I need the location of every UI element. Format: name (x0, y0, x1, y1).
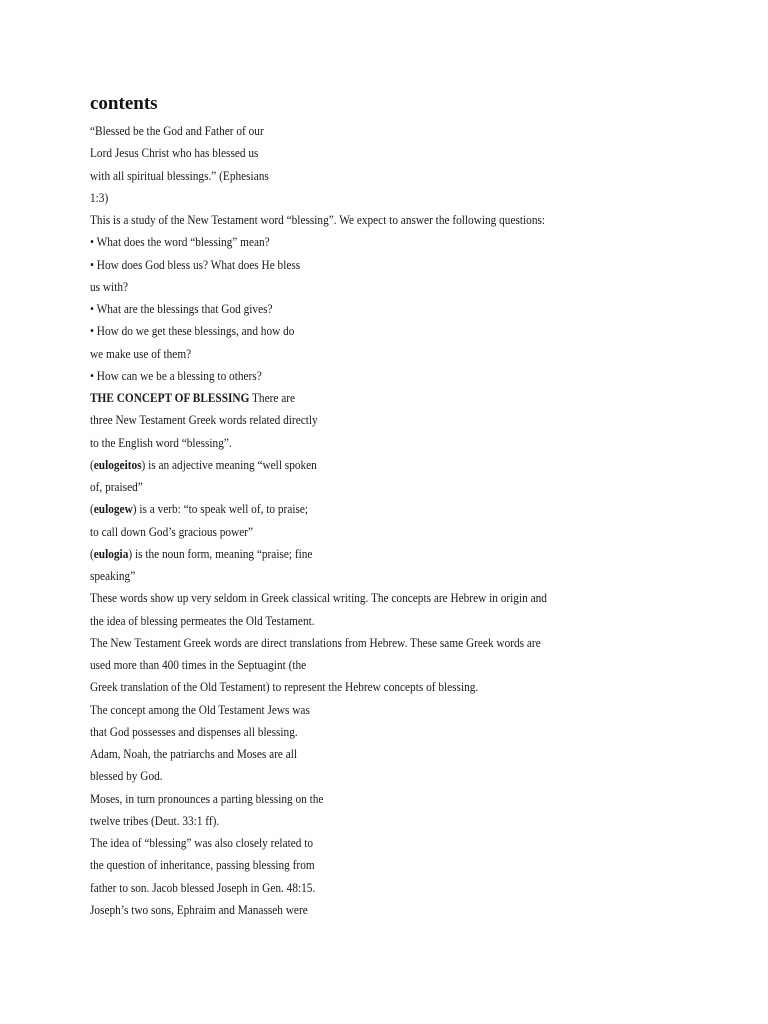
text-content: The New Testament Greek words are direct translations from Hebrew. These same Greek words are (90, 635, 541, 650)
text-line (90, 721, 642, 743)
text-line (90, 476, 642, 498)
bold-term: THE CONCEPT OF BLESSING (90, 391, 250, 405)
text-line (90, 320, 642, 342)
text-line (90, 231, 642, 253)
text-line (90, 610, 642, 632)
text-content: Lord Jesus Christ who has blessed us (90, 146, 259, 161)
text-content: • What does the word “blessing” mean? (90, 235, 270, 250)
text-paren: ( (90, 457, 94, 472)
text-content: • How can we be a blessing to others? (90, 368, 262, 383)
text-line (90, 142, 642, 164)
text-content: • How do we get these blessings, and how do (90, 324, 295, 339)
text-content: Adam, Noah, the patriarchs and Moses are all (90, 747, 298, 761)
text-content: Moses, in turn pronounces a parting blessing on the (90, 791, 324, 806)
text-content: The concept among the Old Testament Jews was (90, 702, 310, 717)
text-line (90, 877, 642, 899)
text-line (90, 187, 642, 209)
text-line (90, 409, 642, 431)
text-line (90, 699, 642, 721)
text-line (90, 565, 642, 587)
text-content: ) is a verb: “to speak well of, to praise; (132, 502, 309, 517)
text-content: twelve tribes (Deut. 33:1 ff). (90, 813, 220, 828)
text-paren: ( (90, 546, 94, 561)
text-line (90, 298, 642, 320)
text-line (90, 343, 642, 365)
page-title: contents (90, 93, 158, 114)
text-line (90, 632, 642, 654)
text-content: Joseph’s two sons, Ephraim and Manasseh were (90, 902, 308, 917)
text-content: the question of inheritance, passing blessing from (90, 858, 315, 873)
text-line (90, 120, 642, 142)
text-line (90, 654, 642, 676)
text-content: used more than 400 times in the Septuagint (the (90, 658, 307, 672)
text-line (90, 788, 642, 810)
text-line (90, 209, 642, 231)
text-line (90, 765, 642, 787)
text-content: These words show up very seldom in Greek classical writing. The concepts are Hebrew in origin and (90, 591, 547, 606)
text-line (90, 387, 642, 409)
text-content: three New Testament Greek words related directly (90, 413, 318, 428)
text-content: ) is the noun form, meaning “praise; fine (128, 546, 313, 561)
text-line (90, 521, 642, 543)
text-content: the idea of blessing permeates the Old Testament. (90, 613, 315, 628)
text-line (90, 165, 642, 187)
text-line (90, 854, 642, 876)
text-content: that God possesses and dispenses all blessing. (90, 724, 298, 739)
text-line (90, 498, 642, 520)
text-line (90, 676, 642, 698)
text-line (90, 454, 642, 476)
text-content: blessed by God. (90, 769, 163, 784)
text-line (90, 276, 642, 298)
bold-term: eulogew (93, 502, 133, 517)
text-content: to call down God’s gracious power” (90, 524, 254, 539)
document-body (90, 120, 642, 921)
text-content: “Blessed be the God and Father of our (90, 124, 264, 138)
text-line (90, 587, 642, 609)
text-paren: ( (90, 502, 94, 517)
text-content: of, praised” (90, 480, 143, 494)
text-content: The idea of “blessing” was also closely related to (90, 836, 314, 850)
text-content: speaking” (90, 569, 136, 583)
text-line (90, 365, 642, 387)
text-content: us with? (90, 279, 129, 294)
text-content: with all spiritual blessings.” (Ephesians (90, 168, 269, 183)
text-content: ) is an adjective meaning “well spoken (141, 457, 317, 472)
text-line (90, 899, 642, 921)
text-content: 1:3) (90, 190, 109, 205)
text-line (90, 832, 642, 854)
text-content: There are (249, 391, 296, 405)
text-content: This is a study of the New Testament word “blessing”. We expect to answer the following questions: (90, 213, 546, 227)
text-content: father to son. Jacob blessed Joseph in Gen. 48:15. (90, 880, 316, 895)
text-line (90, 543, 642, 565)
text-line (90, 254, 642, 276)
text-line (90, 810, 642, 832)
text-line (90, 432, 642, 454)
text-content: • What are the blessings that God gives? (90, 302, 273, 316)
text-content: to the English word “blessing”. (90, 435, 232, 450)
bold-term: eulogia (93, 546, 129, 561)
text-content: we make use of them? (90, 346, 192, 361)
text-line (90, 743, 642, 765)
text-content: • How does God bless us? What does He bless (90, 257, 301, 272)
bold-term: eulogeitos (93, 457, 142, 472)
text-content: Greek translation of the Old Testament) to represent the Hebrew concepts of blessing. (90, 680, 479, 695)
